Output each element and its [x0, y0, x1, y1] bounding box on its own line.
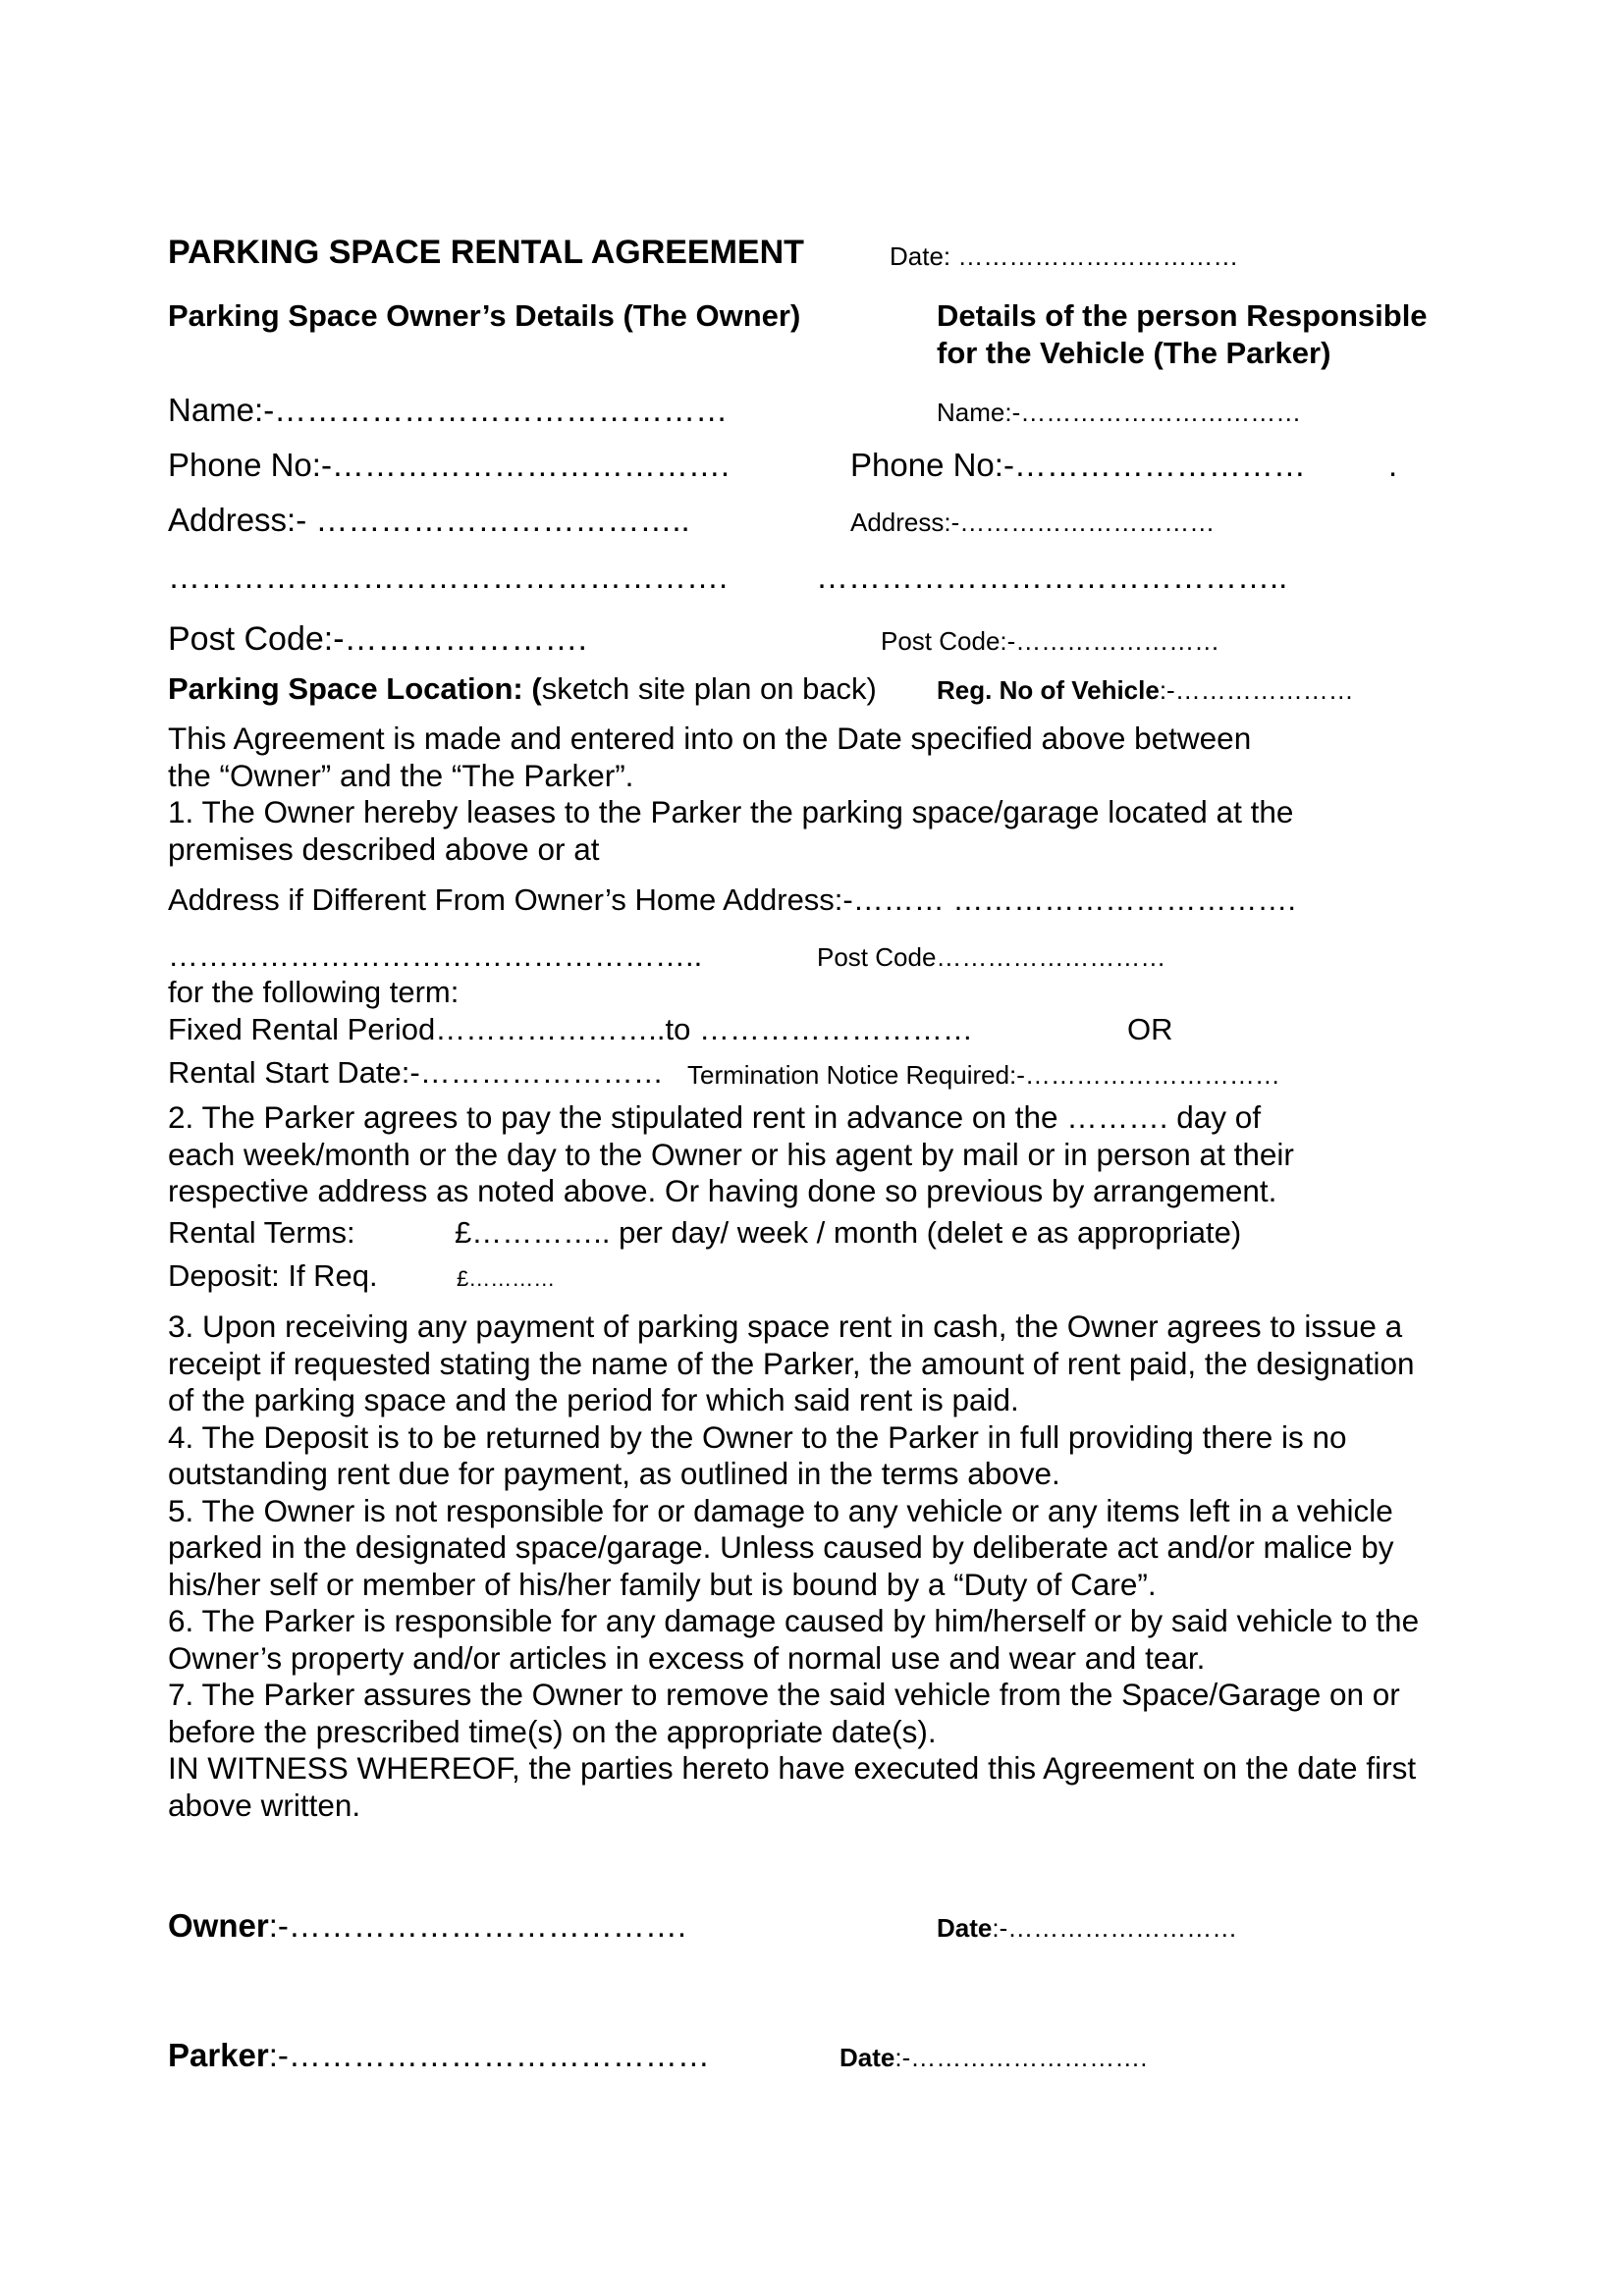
parker-address-line2-field: ……………………………………..: [816, 559, 1288, 595]
alt-address-field: Address if Different From Owner’s Home Address:-……… …………………………….: [168, 882, 1296, 917]
intro-paragraph: [168, 721, 1464, 868]
clause-2-paragraph: [168, 1099, 1464, 1210]
parking-location-label: Parking Space Location: (: [168, 671, 542, 706]
clause-line: 5. The Owner is not responsible for or damage to any vehicle or any items left in a vehicle: [168, 1492, 1393, 1528]
parking-location-row: [168, 673, 877, 704]
owner-address-field: Address:- ……………………………..: [168, 502, 690, 538]
clause-line: his/her self or member of his/her family but is bound by a “Duty of Care”.: [168, 1566, 1157, 1602]
intro-line: the “Owner” and the “The Parker”.: [168, 757, 634, 793]
parker-post-code-field: Post Code:-……………………: [881, 626, 1220, 656]
owner-post-code-field: Post Code:-………………….: [168, 620, 587, 658]
parking-location-note: sketch site plan on back): [541, 671, 877, 706]
clause-line: before the prescribed time(s) on the appropriate date(s).: [168, 1713, 937, 1749]
parker-phone-field: Phone No:-………………………: [850, 447, 1306, 483]
owner-details-heading: Parking Space Owner’s Details (The Owner): [168, 298, 801, 333]
parker-phone-trailing-dot: .: [1388, 447, 1398, 483]
document-title: PARKING SPACE RENTAL AGREEMENT: [168, 234, 804, 271]
alt-post-code-field: Post Code………………………: [817, 942, 1166, 972]
vehicle-reg-label: Reg. No of Vehicle: [937, 675, 1160, 705]
clause-line: respective address as noted above. Or having done so previous by arrangement.: [168, 1173, 1277, 1208]
owner-signature-field: :-……………………………….: [268, 1907, 687, 1944]
vehicle-reg-field: :-…………………: [1159, 675, 1354, 705]
clause-line: outstanding rent due for payment, as outlined in the terms above.: [168, 1456, 1060, 1491]
parker-address-field: Address:-…………………………: [850, 507, 1216, 537]
parker-signature-row: [168, 2039, 710, 2071]
or-label: OR: [1127, 1012, 1173, 1046]
parker-signature-field: :-…………………………………: [268, 2037, 710, 2073]
clause-line: above written.: [168, 1787, 361, 1823]
clause-line: receipt if requested stating the name of the Parker, the amount of rent paid, the designation: [168, 1345, 1415, 1381]
intro-line: premises described above or at: [168, 830, 600, 867]
termination-notice-field: Termination Notice Required:-…………………………: [687, 1060, 1280, 1090]
clause-line: 2. The Parker agrees to pay the stipulated rent in advance on the ………. day of: [168, 1099, 1262, 1135]
owner-signature-label: Owner: [168, 1907, 269, 1944]
parker-details-heading-line1: Details of the person Responsible: [937, 298, 1428, 333]
term-label: for the following term:: [168, 975, 460, 1009]
intro-line: This Agreement is made and entered into on the Date specified above between: [168, 721, 1252, 756]
parker-signature-label: Parker: [168, 2037, 269, 2073]
fixed-rental-period-field: Fixed Rental Period…………………..to ………………………: [168, 1012, 973, 1046]
clause-line: 4. The Deposit is to be returned by the Owner to the Parker in full providing there is no: [168, 1418, 1347, 1455]
deposit-value: £…………: [457, 1266, 556, 1291]
owner-date-field: :-………………………: [992, 1913, 1238, 1943]
intro-line: 1. The Owner hereby leases to the Parker the parking space/garage located at the: [168, 794, 1294, 829]
parker-date-row: [839, 2045, 1147, 2070]
clause-line: each week/month or the day to the Owner or his agent by mail or in person at their: [168, 1136, 1294, 1172]
clause-line: 7. The Parker assures the Owner to remove the said vehicle from the Space/Garage on or: [168, 1677, 1400, 1712]
vehicle-reg-row: [937, 677, 1354, 703]
owner-date-label: Date: [937, 1913, 993, 1943]
agreement-date-field: Date: ……………………………: [890, 241, 1239, 271]
parker-name-field: Name:-……………………………: [937, 398, 1302, 427]
clause-line: parked in the designated space/garage. Unless caused by deliberate act and/or malice by: [168, 1529, 1394, 1565]
owner-date-row: [937, 1915, 1237, 1941]
parker-details-heading-line2: for the Vehicle (The Parker): [937, 336, 1331, 370]
clause-line: 6. The Parker is responsible for any damage caused by him/herself or by said vehicle to the: [168, 1603, 1420, 1638]
owner-phone-field: Phone No:-……………………………….: [168, 447, 731, 483]
owner-address-line2-field: …………………………………………….: [168, 559, 729, 595]
rental-start-date-field: Rental Start Date:-……………………: [168, 1055, 664, 1090]
clause-line: Owner’s property and/or articles in excess of normal use and wear and tear.: [168, 1639, 1206, 1676]
rental-terms-label: Rental Terms:: [168, 1215, 355, 1250]
deposit-label: Deposit: If Req.: [168, 1258, 378, 1293]
clause-line: of the parking space and the period for which said rent is paid.: [168, 1382, 1019, 1417]
parker-date-field: :-……………………….: [894, 2043, 1148, 2072]
owner-name-field: Name:-……………………………………: [168, 392, 729, 428]
clause-line: 3. Upon receiving any payment of parking space rent in cash, the Owner agrees to issue a: [168, 1308, 1403, 1344]
rental-terms-value: £………….. per day/ week / month (delet e as appropriate): [455, 1215, 1242, 1250]
owner-signature-row: [168, 1909, 686, 1942]
clauses-paragraph: [168, 1308, 1464, 1824]
clause-line: IN WITNESS WHEREOF, the parties hereto have executed this Agreement on the date first: [168, 1750, 1417, 1786]
parker-date-label: Date: [839, 2043, 895, 2072]
alt-address-line2-field: ……………………………………………..: [168, 938, 703, 973]
